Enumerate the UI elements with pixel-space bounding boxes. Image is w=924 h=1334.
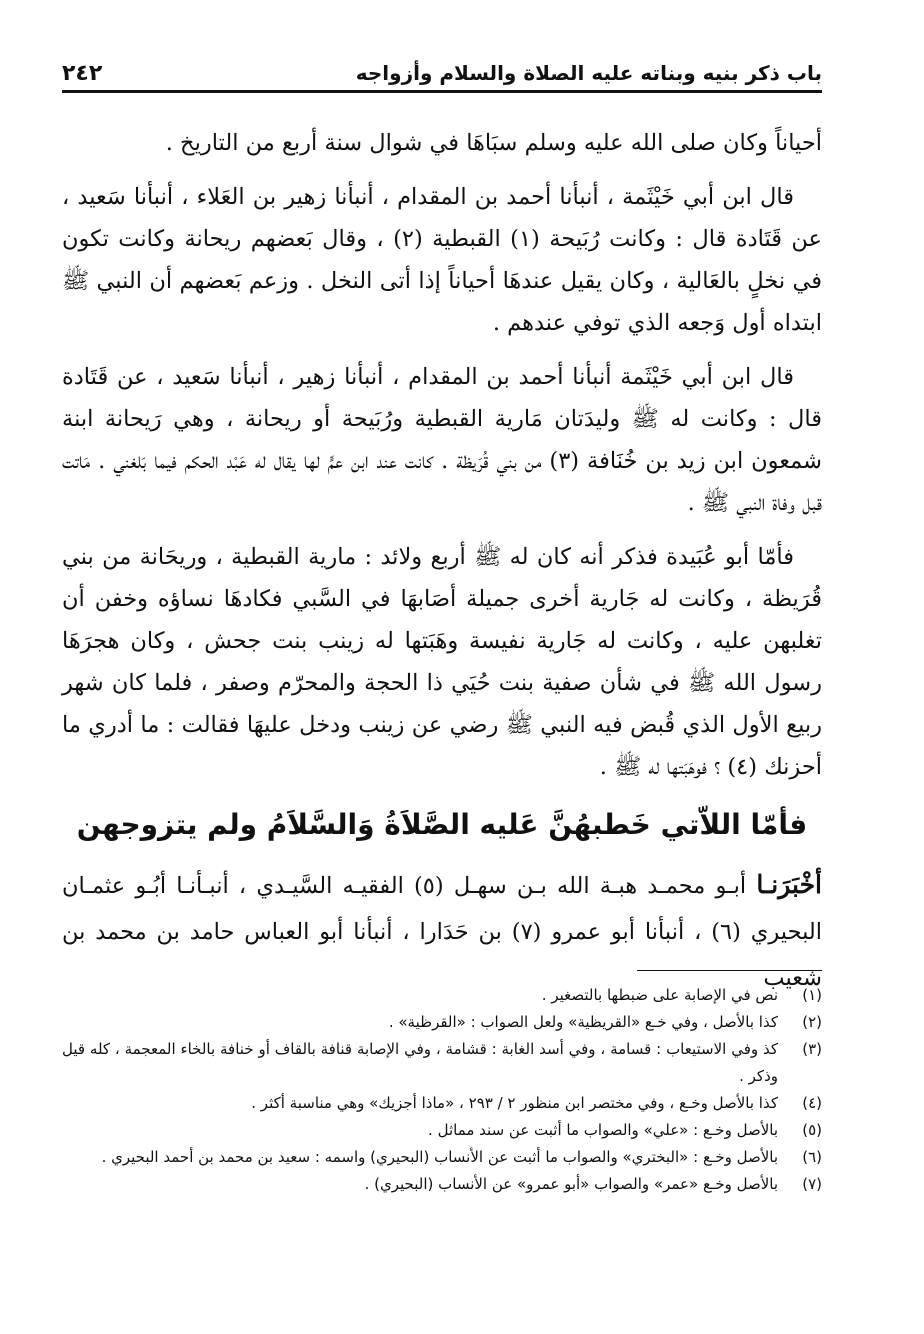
footnote-number: (٥) — [802, 1121, 822, 1139]
footnote-text: نص في الإصابة على ضبطها بالتصغير . — [541, 986, 778, 1004]
footnote — [62, 1144, 822, 1171]
paragraph: فأمّا أبو عُبَيدة فذكر أنه كان له ﷺ أربع ولائد : مارية القبطية ، وريحَانة من بني قُرَيظة ، وكانت له جَارية أخرى جميلة أصَابهَا في السَّبي فكادهَا نساؤه وخفن أن تغلبهن عليه ، وكانت له جَارية نفيسة وهَبَتها له زينب بنت جحش ، وكان هجرَهَا رسول الله ﷺ في شأن صفية بنت حُيَي ذا الحجة والمحرّم وصفر ، فلما كان شهر ربيع الأول الذي قُبض فيه النبي ﷺ رضي عن زينب ودخل عليهَا فقالت : ما أدري ما أحزنك (٤) ؟ فوهَبَتها له ﷺ . — [62, 544, 822, 780]
footnote-number: (٢) — [802, 1013, 822, 1031]
page-number: ٢٤٢ — [62, 60, 103, 86]
footnote — [62, 982, 822, 1009]
paragraph: قال ابن أبي خَيْثَمة ، أنبأنا أحمد بن المقدام ، أنبأنا زهير بن العَلاء ، أنبأنا سَعيد ، عن قَتَادة قال : وكانت رُبَيحة (١) القبطية (٢) ، وقال بَعضهم ريحانة وكانت تكون في نخلٍ بالعَالية ، وكان يقيل عندهَا أحياناً إذا أتى النخل . وزعم بَعضهم أن النبي ﷺ ابتداه أول وَجعه الذي توفي عندهم . — [62, 184, 822, 336]
section-heading: فأمّا اللاّتي خَطبهُنَّ عَليه الصَّلاَةُ وَالسَّلاَمُ ولم يتزوجهن — [76, 808, 808, 841]
paragraph-text: أبـو محمـد هبـة الله بـن سهـل (٥) الفقيـه السَّيـدي ، أنبـأنـا أبُـو عثمـان البحيري (٦) ، أنبأنا أبو عمرو (٧) بن حَدَارا ، أنبأنا أبو العباس حامد بن محمد بن شعيب — [62, 873, 822, 991]
book-page — [62, 0, 822, 1334]
footnote — [62, 1036, 822, 1090]
footnote-number: (٤) — [802, 1094, 822, 1112]
running-header — [62, 58, 822, 88]
paragraph: قال ابن أبي خَيْثَمة أنبأنا أحمد بن المقدام ، أنبأنا زهير ، أنبأنا سَعيد ، عن قَتَادة قال : وكانت له ﷺ وليدَتان مَارية القبطية ورُبَيحة أو ريحانة ، وهي رَيحانة ابنة شمعون ابن زيد بن خُنَافة (٣) من بني قُرَيظة . كانت عند ابن عمٍّ لها يقال له عَبْد الحكم فيما بَلغني . مَاتت قبل وفاة النبي ﷺ . — [62, 364, 822, 516]
footnote-number: (٣) — [802, 1040, 822, 1058]
footnote-text: كذا بالأصل ، وفي خـع «القريظية» ولعل الصواب : «القرظية» . — [388, 1013, 778, 1031]
lead-word: أخْبَرَنـا — [756, 870, 822, 899]
footnote-number: (١) — [802, 986, 822, 1004]
footnote — [62, 1117, 822, 1144]
footnotes — [62, 982, 822, 1198]
footnote-text: بالأصل وخـع : «علي» والصواب ما أثبت عن سند مماثل . — [428, 1121, 778, 1139]
footnote-text: كذا بالأصل وخـع ، وفي مختصر ابن منظور ٢ / ٢٩٣ ، «ماذا أجزيك» وهي مناسبة أكثر . — [251, 1094, 778, 1112]
footnote-rule — [637, 970, 822, 971]
footnote — [62, 1090, 822, 1117]
footnote — [62, 1171, 822, 1198]
footnote-number: (٦) — [802, 1148, 822, 1166]
paragraph — [62, 862, 822, 1001]
section-text — [62, 862, 822, 1001]
header-rule — [62, 90, 822, 93]
paragraph-continuation: أحياناً وكان صلى الله عليه وسلم سبَاهَا في شوال سنة أربع من التاريخ . — [165, 130, 822, 156]
footnote-text: بالأصل وخـع «عمر» والصواب «أبو عمرو» عن الأنساب (البحيري) . — [364, 1175, 778, 1193]
main-text — [62, 122, 822, 800]
footnote-number: (٧) — [802, 1175, 822, 1193]
footnote-text: بالأصل وخـع : «البختري» والصواب ما أثبت عن الأنساب (البحيري) واسمه : سعيد بن محمد بن أحمد البحيري . — [101, 1148, 778, 1166]
footnote — [62, 1009, 822, 1036]
footnote-text: كذ وفي الاستيعاب : قسامة ، وفي أسد الغابة : قشامة ، وفي الإصابة قنافة بالقاف أو خنافة بالخاء المعجمة ، كله قيل وذكر . — [62, 1040, 778, 1085]
chapter-title: باب ذكر بنيه وبناته عليه الصلاة والسلام وأزواجه — [355, 61, 822, 85]
